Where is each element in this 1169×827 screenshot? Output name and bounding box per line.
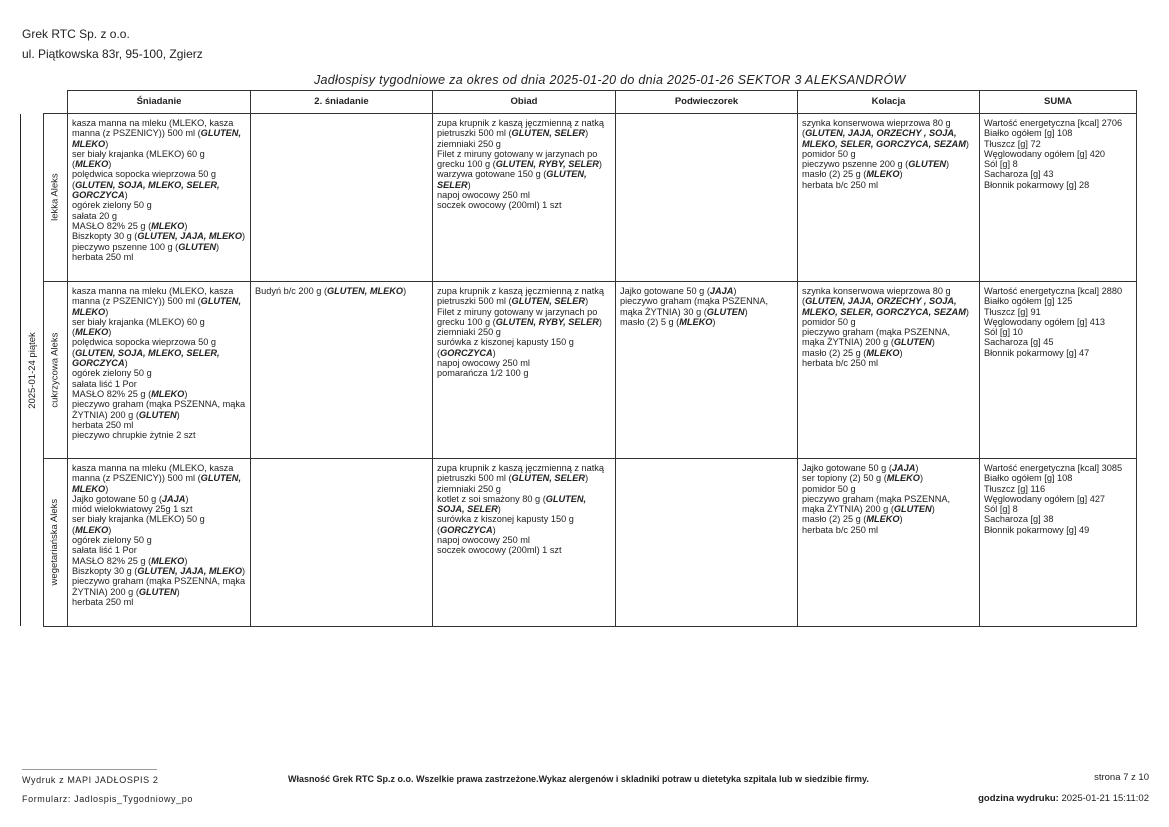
menu-item-line: ser topiony (2) 50 g (MLEKO) (802, 473, 924, 484)
menu-item-line: ziemniaki 250 g (437, 138, 501, 149)
menu-item-line: kasza manna na mleku (MLEKO, kasza manna (z PSZENICY)) 500 ml (GLUTEN, MLEKO) (72, 463, 241, 494)
menu-item-line: Błonnik pokarmowy [g] 47 (984, 347, 1090, 358)
menu-item-line: herbata b/c 250 ml (802, 524, 879, 535)
menu-item-line: Sól [g] 8 (984, 504, 1018, 515)
menu-item-line: Jajko gotowane 50 g (JAJA) (802, 463, 919, 473)
menu-item-line: Tłuszcz [g] 116 (984, 483, 1046, 494)
menu-item-line: Sól [g] 8 (984, 159, 1018, 170)
menu-item-line: ziemniaki 250 g (437, 483, 501, 494)
form-name: Formularz: Jadlospis_Tygodniowy_po (22, 794, 193, 804)
menu-item-line: Tłuszcz [g] 72 (984, 138, 1041, 149)
menu-table (43, 90, 1137, 627)
menu-item-line: masło (2) 5 g (MLEKO) (620, 316, 716, 327)
menu-item-line: soczek owocowy (200ml) 1 szt (437, 545, 562, 556)
menu-item-line: ogórek zielony 50 g (72, 200, 152, 211)
cell-suma (980, 459, 1137, 627)
menu-item-line: surówka z kiszonej kapusty 150 g (GORCZYCA) (437, 337, 574, 358)
table-row (44, 282, 1137, 459)
menu-item-line: Białko ogółem [g] 108 (984, 473, 1073, 484)
menu-item-line: Budyń b/c 200 g (GLUTEN, MLEKO) (255, 286, 407, 296)
cell-kolacja (798, 114, 980, 282)
menu-item-line: Błonnik pokarmowy [g] 49 (984, 524, 1090, 535)
menu-item-line: Węglowodany ogółem [g] 413 (984, 316, 1106, 327)
menu-item-line: polędwica sopocka wieprzowa 50 g (GLUTEN, SOJA, MLEKO, SELER, GORCZYCA) (72, 337, 220, 369)
company-info (22, 24, 203, 64)
menu-item-line: Filet z miruny gotowany w jarzynach po grecku 100 g (GLUTEN, RYBY, SELER) (437, 306, 602, 327)
cell-suma (980, 114, 1137, 282)
header-podwieczorek: Podwieczorek (616, 91, 798, 114)
menu-item-line: ogórek zielony 50 g (72, 368, 152, 379)
cell-drugie-sniadanie (251, 282, 433, 459)
diet-cell (44, 282, 68, 459)
menu-item-line: zupa krupnik z kaszą jęczmienną z natką pietruszki 500 ml (GLUTEN, SELER) (437, 463, 604, 484)
menu-item-line: herbata b/c 250 ml (802, 358, 879, 369)
cell-podwieczorek (616, 282, 798, 459)
menu-item-line: kotlet z soi smażony 80 g (GLUTEN, SOJA, SELER) (437, 493, 587, 515)
cell-drugie-sniadanie (251, 459, 433, 627)
menu-item-line: pomarańcza 1/2 100 g (437, 368, 529, 379)
menu-item-line: herbata 250 ml (72, 251, 134, 262)
menu-item-line: pieczywo graham (mąka PSZENNA, mąka ŻYTNIA) 200 g (GLUTEN) (72, 399, 246, 420)
menu-item-line: szynka konserwowa wieprzowa 80 g (GLUTEN, JAJA, ORZECHY , SOJA, MLEKO, SELER, GORCZYCA, SEZAM) (802, 286, 969, 317)
company-address: ul. Piątkowska 83r, 95-100, Zgierz (22, 47, 203, 61)
cell-obiad (433, 282, 616, 459)
menu-item-line: pieczywo graham (mąka PSZENNA, mąka ŻYTNIA) 200 g (GLUTEN) (802, 493, 951, 515)
diet-cell (44, 114, 68, 282)
menu-item-line: Wartość energetyczna [kcal] 2706 (984, 118, 1123, 128)
cell-kolacja (798, 459, 980, 627)
menu-item-line: pomidor 50 g (802, 483, 856, 494)
diet-label-wrap (44, 332, 67, 408)
menu-item-line: Sacharoza [g] 43 (984, 169, 1054, 180)
menu-item-line: sałata liść 1 Por (72, 378, 137, 389)
menu-item-line: Białko ogółem [g] 108 (984, 128, 1073, 139)
menu-item-line: miód wielokwiatowy 25g 1 szt (72, 504, 193, 515)
menu-item-line: pieczywo graham (mąka PSZENNA, mąka ŻYTNIA) 200 g (GLUTEN) (72, 576, 246, 597)
diet-label-wrap (44, 173, 67, 222)
menu-item-line: Wartość energetyczna [kcal] 2880 (984, 286, 1123, 296)
menu-item-line: ser biały krajanka (MLEKO) 60 g (MLEKO) (72, 316, 205, 338)
menu-item-line: sałata liść 1 Por (72, 545, 137, 556)
page-number: strona 7 z 10 (1094, 772, 1149, 783)
menu-item-line: MASŁO 82% 25 g (MLEKO) (72, 388, 188, 399)
print-source: Wydruk z MAPI JADŁOSPIS 2 (22, 775, 159, 785)
menu-item-line: ziemniaki 250 g (437, 327, 501, 338)
menu-item-line: ogórek zielony 50 g (72, 535, 152, 546)
menu-item-line: herbata b/c 250 ml (802, 179, 879, 190)
menu-item-line: Sacharoza [g] 38 (984, 514, 1054, 525)
diet-label: wegetariańska Aleks (49, 499, 61, 586)
cell-sniadanie (68, 459, 251, 627)
menu-body (44, 114, 1137, 627)
menu-item-line: pieczywo pszenne 100 g (GLUTEN) (72, 241, 220, 252)
diet-label: cukrzycowa Aleks (49, 332, 61, 408)
cell-podwieczorek (616, 459, 798, 627)
menu-item-line: Błonnik pokarmowy [g] 28 (984, 179, 1090, 190)
menu-item-line: pomidor 50 g (802, 316, 856, 327)
header-kolacja: Kolacja (798, 91, 980, 114)
menu-item-line: herbata 250 ml (72, 596, 134, 607)
document-title: Jadłospisy tygodniowe za okres od dnia 2025-01-20 do dnia 2025-01-26 SEKTOR 3 ALEKSANDRÓW (314, 73, 906, 87)
menu-item-line: Węglowodany ogółem [g] 427 (984, 493, 1106, 504)
menu-item-line: pomidor 50 g (802, 148, 856, 159)
footer-left (22, 771, 193, 809)
menu-item-line: Sól [g] 10 (984, 327, 1023, 338)
menu-item-line: szynka konserwowa wieprzowa 80 g (GLUTEN, JAJA, ORZECHY , SOJA, MLEKO, SELER, GORCZYCA, SEZAM) (802, 118, 969, 149)
print-time (978, 793, 1149, 804)
menu-item-line: MASŁO 82% 25 g (MLEKO) (72, 555, 188, 566)
menu-item-line: napoj owocowy 250 ml (437, 535, 530, 546)
menu-item-line: Białko ogółem [g] 125 (984, 296, 1073, 307)
table-row (44, 459, 1137, 627)
cell-suma (980, 282, 1137, 459)
cell-kolacja (798, 282, 980, 459)
day-label: 2025-01-24 piątek (26, 332, 38, 409)
menu-item-line: soczek owocowy (200ml) 1 szt (437, 200, 562, 211)
cell-sniadanie (68, 114, 251, 282)
print-time-value: 2025-01-21 15:11:02 (1061, 793, 1149, 804)
menu-item-line: zupa krupnik z kaszą jęczmienną z natką pietruszki 500 ml (GLUTEN, SELER) (437, 118, 604, 139)
menu-item-line: zupa krupnik z kaszą jęczmienną z natką pietruszki 500 ml (GLUTEN, SELER) (437, 286, 604, 307)
menu-item-line: napoj owocowy 250 ml (437, 190, 530, 201)
menu-item-line: napoj owocowy 250 ml (437, 358, 530, 369)
menu-item-line: Biszkopty 30 g (GLUTEN, JAJA, MLEKO) (72, 565, 246, 576)
header-sniadanie: Śniadanie (68, 91, 251, 114)
menu-item-line: ser biały krajanka (MLEKO) 60 g (MLEKO) (72, 148, 205, 170)
cell-obiad (433, 459, 616, 627)
menu-item-line: pieczywo graham (mąka PSZENNA, mąka ŻYTNIA) 200 g (GLUTEN) (802, 327, 951, 348)
menu-item-line: Tłuszcz [g] 91 (984, 306, 1041, 317)
menu-item-line: polędwica sopocka wieprzowa 50 g (GLUTEN, SOJA, MLEKO, SELER, GORCZYCA) (72, 169, 220, 201)
menu-item-line: surówka z kiszonej kapusty 150 g (GORCZYCA) (437, 514, 574, 535)
menu-item-line: kasza manna na mleku (MLEKO, kasza manna (z PSZENICY)) 500 ml (GLUTEN, MLEKO) (72, 118, 241, 149)
table-row (44, 114, 1137, 282)
menu-item-line: MASŁO 82% 25 g (MLEKO) (72, 220, 188, 231)
menu-item-line: herbata 250 ml (72, 419, 134, 430)
menu-item-line: masło (2) 25 g (MLEKO) (802, 169, 903, 180)
menu-item-line: Wartość energetyczna [kcal] 3085 (984, 463, 1123, 473)
menu-item-line: masło (2) 25 g (MLEKO) (802, 347, 903, 358)
day-label-container (20, 114, 44, 627)
ownership-note: Własność Grek RTC Sp.z o.o. Wszelkie prawa zastrzeżone.Wykaz alergenów i skladniki potraw u dietetyka szpitala lub w siedzibie firmy. (288, 774, 869, 784)
menu-item-line: pieczywo pszenne 200 g (GLUTEN) (802, 159, 950, 170)
menu-item-line: warzywa gotowane 150 g (GLUTEN, SELER) (437, 169, 587, 190)
menu-item-line: pieczywo chrupkie żytnie 2 szt (72, 430, 196, 441)
menu-item-line: Biszkopty 30 g (GLUTEN, JAJA, MLEKO) (72, 231, 246, 242)
cell-podwieczorek (616, 114, 798, 282)
cell-sniadanie (68, 282, 251, 459)
diet-label-wrap (44, 499, 67, 586)
print-time-label: godzina wydruku: (978, 793, 1059, 804)
menu-item-line: ser biały krajanka (MLEKO) 50 g (MLEKO) (72, 514, 205, 535)
menu-item-line: pieczywo graham (mąka PSZENNA, mąka ŻYTNIA) 30 g (GLUTEN) (620, 296, 769, 317)
diet-cell (44, 459, 68, 627)
header-blank-cell (44, 91, 68, 114)
company-name: Grek RTC Sp. z o.o. (22, 27, 130, 41)
header-obiad: Obiad (433, 91, 616, 114)
diet-label: lekka Aleks (49, 173, 61, 222)
header-row (44, 91, 1137, 114)
menu-item-line: sałata 20 g (72, 210, 117, 221)
menu-item-line: Filet z miruny gotowany w jarzynach po grecku 100 g (GLUTEN, RYBY, SELER) (437, 148, 602, 170)
menu-item-line: kasza manna na mleku (MLEKO, kasza manna (z PSZENICY)) 500 ml (GLUTEN, MLEKO) (72, 286, 241, 317)
menu-item-line: Jajko gotowane 50 g (JAJA) (620, 286, 737, 296)
menu-item-line: Jajko gotowane 50 g (JAJA) (72, 493, 189, 504)
menu-item-line: masło (2) 25 g (MLEKO) (802, 514, 903, 525)
header-suma: SUMA (980, 91, 1137, 114)
cell-obiad (433, 114, 616, 282)
header-drugie-sniadanie: 2. śniadanie (251, 91, 433, 114)
cell-drugie-sniadanie (251, 114, 433, 282)
menu-item-line: Węglowodany ogółem [g] 420 (984, 148, 1106, 159)
footer-rule (22, 769, 157, 770)
menu-item-line: Sacharoza [g] 45 (984, 337, 1054, 348)
